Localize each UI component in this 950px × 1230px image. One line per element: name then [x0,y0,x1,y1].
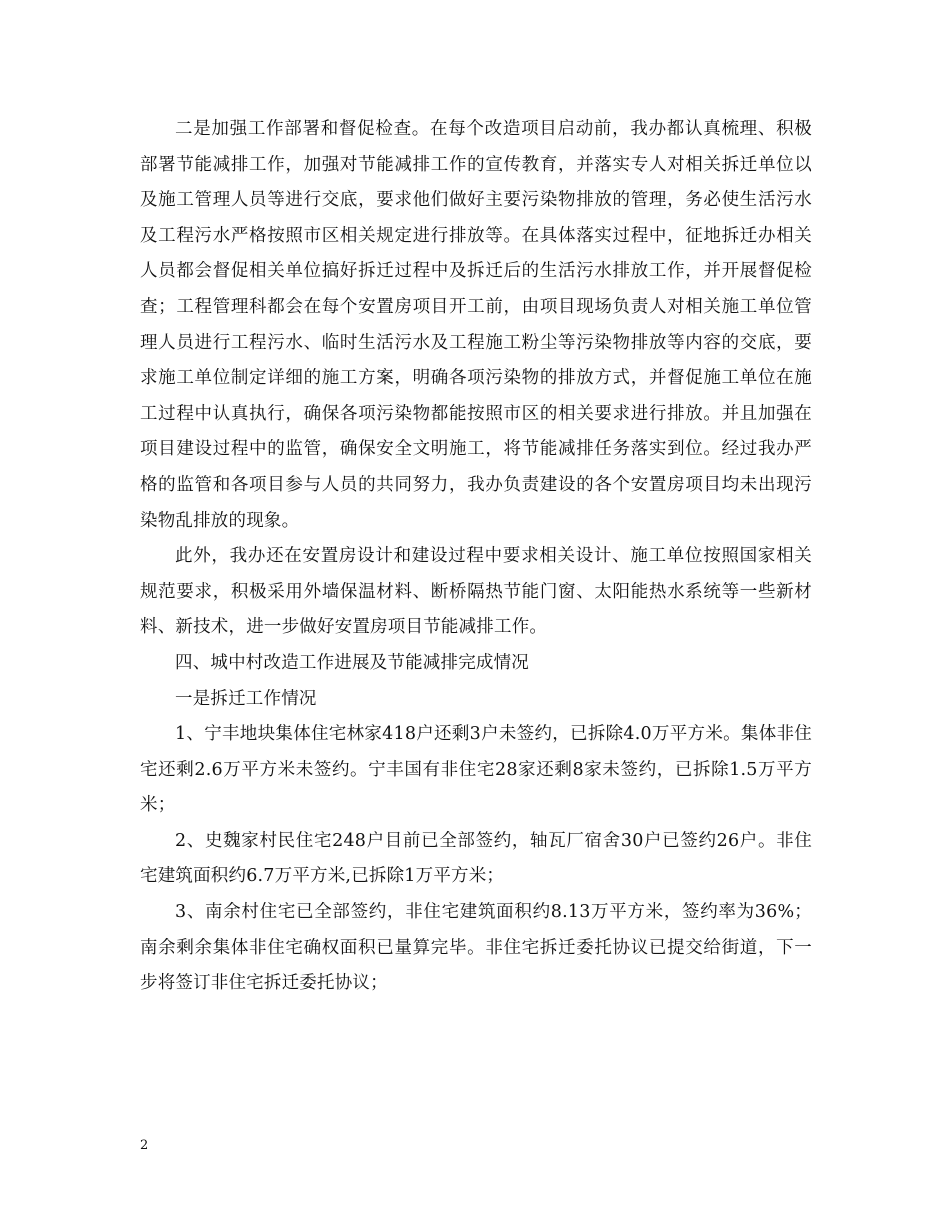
list-item-nanyu: 3、南余村住宅已全部签约，非住宅建筑面积约8.13万平方米，签约率为36%；南余剩余集体非住宅确权面积已量算完毕。非住宅拆迁委托协议已提交给街道，下一步将签订非住宅拆迁委托协议； [140,902,812,994]
list-item-ningfeng: 1、宁丰地块集体住宅林家418户还剩3户未签约，已拆除4.0万平方米。集体非住宅还剩2.6万平方米未签约。宁丰国有非住宅28家还剩8家未签约，已拆除1.5万平方米； [140,724,812,816]
document-body [140,112,812,1002]
subsection-heading-demolition: 一是拆迁工作情况 [175,688,317,709]
paragraph-energy-saving-materials: 此外，我办还在安置房设计和建设过程中要求相关设计、施工单位按照国家相关规范要求，积极采用外墙保温材料、断桥隔热节能门窗、太阳能热水系统等一些新材料、新技术，进一步做好安置房项目节能减排工作。 [140,546,812,638]
paragraph-work-deployment: 二是加强工作部署和督促检查。在每个改造项目启动前，我办都认真梳理、积极部署节能减排工作，加强对节能减排工作的宣传教育，并落实专人对相关拆迁单位以及施工管理人员等进行交底，要求他们做好主要污染物排放的管理，务必使生活污水及工程污水严格按照市区相关规定进行排放等。在具体落实过程中，征地拆迁办相关人员都会督促相关单位搞好拆迁过程中及拆迁后的生活污水排放工作，并开展督促检查；工程管理科都会在每个安置房项目开工前，由项目现场负责人对相关施工单位管理人员进行工程污水、临时生活污水及工程施工粉尘等污染物排放等内容的交底，要求施工单位制定详细的施工方案，明确各项污染物的排放方式，并督促施工单位在施工过程中认真执行，确保各项污染物都能按照市区的相关要求进行排放。并且加强在项目建设过程中的监管，确保安全文明施工，将节能减排任务落实到位。经过我办严格的监管和各项目参与人员的共同努力，我办负责建设的各个安置房项目均未出现污染物乱排放的现象。 [140,119,812,531]
list-item-shiweijia: 2、史魏家村民住宅248户目前已全部签约，轴瓦厂宿舍30户已签约26户。非住宅建筑面积约6.7万平方米,已拆除1万平方米； [140,830,812,887]
section-heading-progress: 四、城中村改造工作进展及节能减排完成情况 [175,652,529,673]
page-number: 2 [140,1138,149,1153]
